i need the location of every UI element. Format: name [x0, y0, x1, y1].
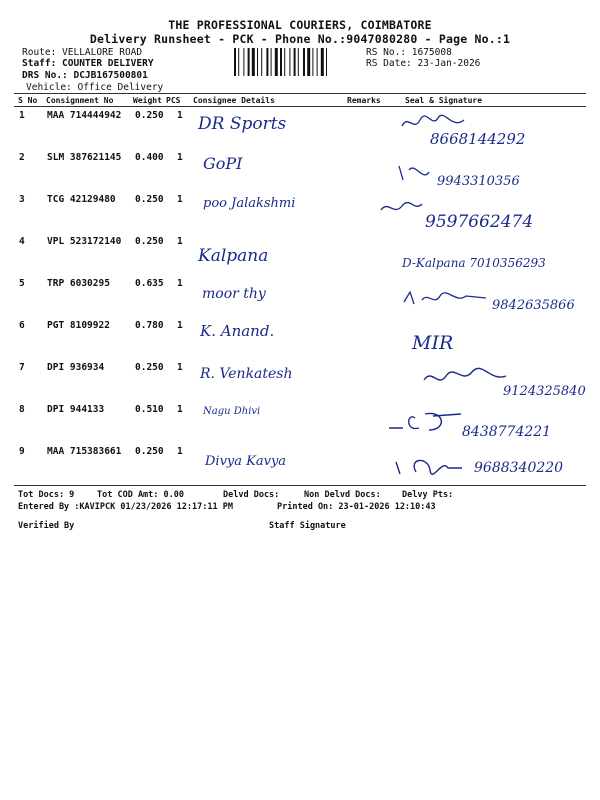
divider	[14, 93, 586, 94]
consignee-handwriting: poo Jalakshmi	[203, 196, 296, 211]
verified-by: Verified By	[18, 521, 75, 531]
row-consignment: DPI 936934	[47, 362, 105, 373]
total-docs: Tot Docs: 9	[18, 490, 75, 500]
consignee-handwriting: Kalpana	[198, 246, 269, 266]
table-row	[0, 278, 600, 320]
row-weight: 0.780	[135, 320, 164, 331]
row-weight: 0.250	[135, 194, 164, 205]
runsheet-subtitle: Delivery Runsheet - PCK - Phone No.:9047080280 - Page No.:1	[89, 32, 511, 46]
entered-by: Entered By :KAVIPCK 01/23/2026 12:17:11 PM	[18, 502, 233, 512]
col-pcs: PCS	[166, 96, 181, 105]
row-consignment: PGT 8109922	[47, 320, 110, 331]
table-row	[0, 110, 600, 152]
vehicle-text: Vehicle: Office Delivery	[26, 82, 164, 93]
row-consignment: MAA 714444942	[47, 110, 122, 121]
signature-phone: 8438774221	[462, 424, 552, 440]
table-row	[0, 194, 600, 236]
table-row	[0, 362, 600, 404]
signature-phone: 9688340220	[474, 460, 564, 476]
row-sno: 1	[19, 110, 25, 121]
row-pcs: 1	[177, 404, 183, 415]
row-sno: 7	[19, 362, 25, 373]
col-consignment: Consignment No	[46, 96, 114, 105]
row-sno: 5	[19, 278, 25, 289]
signature-scrawl	[400, 288, 490, 310]
row-consignment: TCG 42129480	[47, 194, 116, 205]
divider	[14, 106, 586, 107]
signature-phone: 9597662474	[425, 212, 534, 232]
table-row	[0, 320, 600, 362]
row-weight: 0.250	[135, 362, 164, 373]
row-pcs: 1	[177, 194, 183, 205]
row-pcs: 1	[177, 320, 183, 331]
company-title: THE PROFESSIONAL COURIERS, COIMBATORE	[168, 18, 432, 32]
table-row	[0, 152, 600, 194]
col-remarks: Remarks	[347, 96, 381, 105]
col-seal: Seal & Signature	[405, 96, 483, 105]
consignee-handwriting: R. Venkatesh	[200, 366, 293, 382]
table-row	[0, 446, 600, 488]
row-weight: 0.635	[135, 278, 164, 289]
total-cod-amount: Tot COD Amt: 0.00	[97, 490, 184, 500]
consignee-handwriting: DR Sports	[198, 114, 287, 134]
printed-on: Printed On: 23-01-2026 12:10:43	[277, 502, 436, 512]
row-sno: 2	[19, 152, 25, 163]
row-sno: 3	[19, 194, 25, 205]
row-pcs: 1	[177, 446, 183, 457]
consignee-handwriting: GoPI	[203, 154, 243, 173]
table-row	[0, 236, 600, 278]
row-weight: 0.250	[135, 110, 164, 121]
row-consignment: VPL 523172140	[47, 236, 122, 247]
row-sno: 6	[19, 320, 25, 331]
divider	[14, 485, 586, 486]
consignee-handwriting: Nagu Dhivi	[203, 406, 261, 417]
row-weight: 0.510	[135, 404, 164, 415]
consignee-handwriting: moor thy	[202, 286, 266, 302]
drs-number: DRS No.: DCJB167500801	[22, 70, 148, 81]
staff-text: Staff: COUNTER DELIVERY	[22, 58, 154, 69]
col-sno: S No	[18, 96, 38, 105]
signature-scrawl	[385, 408, 465, 434]
row-pcs: 1	[177, 278, 183, 289]
signature-scrawl	[378, 198, 424, 218]
row-pcs: 1	[177, 236, 183, 247]
row-consignment: TRP 6030295	[47, 278, 110, 289]
row-consignment: MAA 715383661	[47, 446, 122, 457]
consignee-handwriting: K. Anand.	[200, 322, 275, 340]
signature-phone: 9943310356	[437, 174, 520, 189]
delivered-docs: Delvd Docs:	[223, 490, 280, 500]
row-consignment: DPI 944133	[47, 404, 105, 415]
col-consignee: Consignee Details	[193, 96, 275, 105]
signature-scrawl	[395, 160, 435, 186]
row-sno: 9	[19, 446, 25, 457]
row-weight: 0.250	[135, 446, 164, 457]
signature-scrawl	[392, 454, 472, 478]
row-consignment: SLM 387621145	[47, 152, 122, 163]
signature-phone: 9842635866	[492, 298, 575, 313]
non-delivered-docs: Non Delvd Docs:	[304, 490, 381, 500]
signature-phone: MIR	[412, 332, 454, 354]
row-sno: 8	[19, 404, 25, 415]
signature-phone: 9124325840	[503, 384, 586, 399]
row-pcs: 1	[177, 362, 183, 373]
row-pcs: 1	[177, 110, 183, 121]
delivery-points: Delvy Pts:	[402, 490, 454, 500]
route-text: Route: VELLALORE ROAD	[22, 47, 143, 58]
row-weight: 0.400	[135, 152, 164, 163]
barcode-image	[233, 47, 363, 77]
col-weight: Weight	[133, 96, 162, 105]
signature-phone: D-Kalpana 7010356293	[402, 256, 546, 270]
consignee-handwriting: Divya Kavya	[205, 454, 287, 469]
row-weight: 0.250	[135, 236, 164, 247]
row-sno: 4	[19, 236, 25, 247]
rs-number: RS No.: 1675008	[366, 47, 452, 58]
table-row	[0, 404, 600, 446]
rs-date: RS Date: 23-Jan-2026	[366, 58, 481, 69]
signature-scrawl	[420, 366, 510, 390]
signature-phone: 8668144292	[430, 130, 526, 148]
staff-signature: Staff Signature	[269, 521, 346, 531]
row-pcs: 1	[177, 152, 183, 163]
